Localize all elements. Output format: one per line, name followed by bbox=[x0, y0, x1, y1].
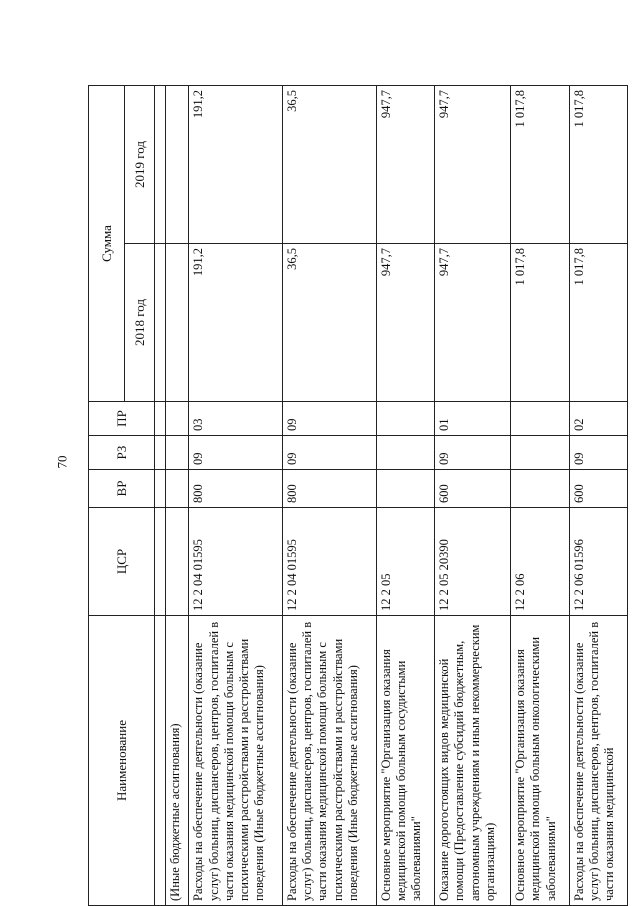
row-rz bbox=[511, 436, 569, 470]
table-row bbox=[569, 86, 627, 906]
row-csr: 12 2 04 01595 bbox=[282, 508, 376, 616]
row-2019 bbox=[166, 86, 189, 244]
row-rz bbox=[376, 436, 434, 470]
row-csr bbox=[166, 508, 189, 616]
header-sum: Сумма bbox=[89, 86, 125, 402]
row-pr: 09 bbox=[282, 402, 376, 436]
row-pr: 01 bbox=[435, 402, 511, 436]
row-name: (Иные бюджетные ассигнования) bbox=[166, 616, 189, 906]
table-row bbox=[166, 86, 189, 906]
row-csr: 12 2 05 bbox=[376, 508, 434, 616]
row-pr: 02 bbox=[569, 402, 627, 436]
row-rz bbox=[166, 436, 189, 470]
header-vr: ВР bbox=[89, 470, 155, 508]
row-name: Расходы на обеспечение деятельности (оказание услуг) больниц, диспансеров, центров, госпиталей в части оказания медицинской помощи больным с психическими расстройствами и расстройствами поведения (Иные бюджетные ассигнования) bbox=[189, 616, 283, 906]
header-csr: ЦСР bbox=[89, 508, 155, 616]
row-csr: 12 2 06 01596 bbox=[569, 508, 627, 616]
table-row bbox=[376, 86, 434, 906]
row-2018 bbox=[166, 244, 189, 402]
header-year-2019: 2019 год bbox=[125, 86, 155, 244]
row-2019: 36,5 bbox=[282, 86, 376, 244]
row-vr: 800 bbox=[189, 470, 283, 508]
row-rz: 09 bbox=[435, 436, 511, 470]
row-pr: 03 bbox=[189, 402, 283, 436]
row-2019: 1 017,8 bbox=[511, 86, 569, 244]
row-2018: 191,2 bbox=[189, 244, 283, 402]
row-pr bbox=[376, 402, 434, 436]
row-2018: 1 017,8 bbox=[511, 244, 569, 402]
header-rz: РЗ bbox=[89, 436, 155, 470]
row-rz: 09 bbox=[189, 436, 283, 470]
row-pr bbox=[511, 402, 569, 436]
row-vr bbox=[376, 470, 434, 508]
row-rz: 09 bbox=[569, 436, 627, 470]
row-2019: 947,7 bbox=[435, 86, 511, 244]
table-row bbox=[189, 86, 283, 906]
row-2019: 947,7 bbox=[376, 86, 434, 244]
table-row bbox=[435, 86, 511, 906]
row-2019: 191,2 bbox=[189, 86, 283, 244]
row-csr: 12 2 06 bbox=[511, 508, 569, 616]
header-name: Наименование bbox=[89, 616, 155, 906]
row-vr bbox=[511, 470, 569, 508]
row-2018: 36,5 bbox=[282, 244, 376, 402]
row-name: Основное мероприятие "Организация оказания медицинской помощи больным сосудистыми заболеваниями" bbox=[376, 616, 434, 906]
budget-table-rotated bbox=[88, 86, 628, 906]
row-vr: 600 bbox=[569, 470, 627, 508]
header-year-2018: 2018 год bbox=[125, 244, 155, 402]
header-pr: ПР bbox=[89, 402, 155, 436]
row-pr bbox=[166, 402, 189, 436]
row-2018: 947,7 bbox=[435, 244, 511, 402]
budget-table bbox=[88, 85, 628, 906]
row-name: Расходы на обеспечение деятельности (оказание услуг) больниц, диспансеров, центров, госпиталей в части оказания медицинской помощи больным с психическими расстройствами и расстройствами поведения (Иные бюджетные ассигнования) bbox=[282, 616, 376, 906]
row-csr: 12 2 05 20390 bbox=[435, 508, 511, 616]
row-vr bbox=[166, 470, 189, 508]
table-row bbox=[511, 86, 569, 906]
row-2018: 947,7 bbox=[376, 244, 434, 402]
row-2019: 1 017,8 bbox=[569, 86, 627, 244]
table-row bbox=[282, 86, 376, 906]
row-vr: 800 bbox=[282, 470, 376, 508]
row-csr: 12 2 04 01595 bbox=[189, 508, 283, 616]
row-2018: 1 017,8 bbox=[569, 244, 627, 402]
row-rz: 09 bbox=[282, 436, 376, 470]
row-name: Оказание дорогостоящих видов медицинской помощи (Предоставление субсидий бюджетным, автономным учреждениям и иным некоммерческим организациям) bbox=[435, 616, 511, 906]
page-number: 70 bbox=[54, 455, 70, 469]
row-name: Основное мероприятие "Организация оказания медицинской помощи больным онкологическими заболеваниями" bbox=[511, 616, 569, 906]
row-name: Расходы на обеспечение деятельности (оказание услуг) больниц, диспансеров, центров, госпиталей в части оказания медицинской bbox=[569, 616, 627, 906]
row-vr: 600 bbox=[435, 470, 511, 508]
